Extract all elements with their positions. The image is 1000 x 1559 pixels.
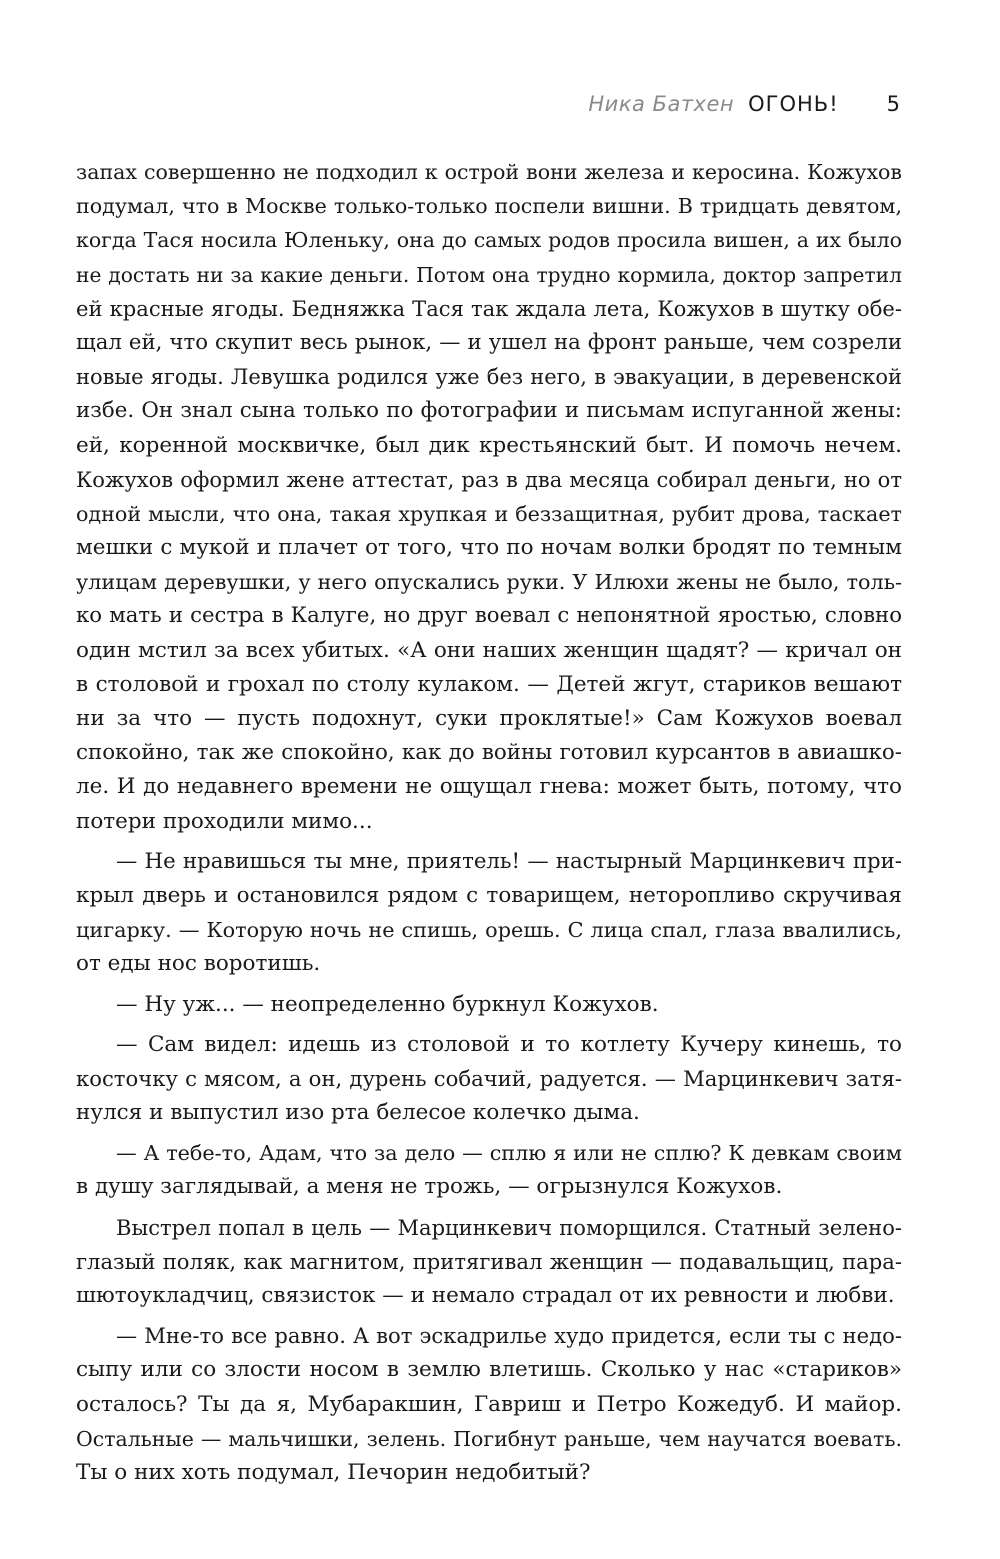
text-line: ни за что — пусть подохнут, суки проклятые!» Сам Кожухов воевал [76,706,902,731]
text-line: Кожухов оформил жене аттестат, раз в два месяца собирал деньги, но от [76,466,902,492]
text-line: — Сам видел: идешь из столовой и то котлету Кучеру кинешь, то [116,1031,902,1057]
text-line: не достать ни за какие деньги. Потом она трудно кормила, доктор запретил [76,262,902,287]
text-line: в душу заглядывай, а меня не трожь, — огрызнулся Кожухов. [76,1174,783,1200]
text-line: одной мысли, что она, такая хрупкая и беззащитная, рубит дрова, таскает [76,501,902,526]
text-line: шютоукладчиц, связисток — и немало страдал от их ревности и любви. [76,1283,895,1308]
page-number: 5 [886,92,900,116]
text-line: спокойно, так же спокойно, как до войны готовил курсантов в авиашко- [76,740,902,766]
text-line: — Ну уж... — неопределенно буркнул Кожухов. [116,991,659,1017]
text-line: от еды нос воротишь. [76,951,321,977]
text-line: мешки с мукой и плачет от того, что по ночам волки бродят по темным [76,535,902,561]
text-line: избе. Он знал сына только по фотографии и письмам испуганной жены: [76,398,902,424]
text-line: новые ягоды. Левушка родился уже без него, в эвакуации, в деревенской [76,365,902,390]
text-line: — Мне-то все равно. А вот эскадрилье худо придется, если ты с недо- [116,1323,902,1349]
text-line: в столовой и грохал по столу кулаком. — Детей жгут, стариков вешают [76,671,902,697]
text-line: цигарку. — Которую ночь не спишь, орешь. С лица спал, глаза ввалились, [76,918,902,943]
text-line: — Не нравишься ты мне, приятель! — настырный Марцинкевич при- [116,848,902,874]
text-line: подумал, что в Москве только-только поспели вишни. В тридцать девятом, [76,194,902,219]
text-line: щал ей, что скупит весь рынок, — и ушел на фронт раньше, чем созрели [76,329,902,355]
text-line: Выстрел попал в цель — Марцинкевич поморщился. Статный зелено- [116,1214,902,1240]
text-line: глазый поляк, как магнитом, притягивал женщин — подавальщиц, пара- [76,1248,902,1274]
text-line: Остальные — мальчишки, зелень. Погибнут раньше, чем научатся воевать. [76,1426,902,1451]
text-line: сыпу или со злости носом в землю влетишь. Сколько у нас «стариков» [76,1357,902,1383]
text-line: ко мать и сестра в Калуге, но друг воевал с непонятной яростью, словно [76,603,902,629]
text-line: запах совершенно не подходил к острой вони железа и керосина. Кожухов [76,160,902,184]
text-line: косточку с мясом, а он, дурень собачий, радуется. — Марцинкевич затя- [76,1065,902,1091]
text-line: — А тебе-то, Адам, что за дело — сплю я или не сплю? К девкам своим [116,1141,902,1166]
header-title: ОГОНЬ! [748,92,839,116]
text-line: один мстил за всех убитых. «А они наших женщин щадят? — кричал он [76,637,902,663]
text-line: нулся и выпустил изо рта белесое колечко дыма. [76,1100,640,1126]
text-line: крыл дверь и остановился рядом с товарищем, неторопливо скручивая [76,882,902,908]
text-line: улицам деревушки, у него опускались руки. У Илюхи жены не было, толь- [76,570,902,595]
text-line: Ты о них хоть подумал, Печорин недобитый? [76,1459,591,1485]
text-line: когда Тася носила Юленьку, она до самых родов просила вишен, а их было [76,228,902,253]
text-line: ей красные ягоды. Бедняжка Тася так ждала лета, Кожухов в шутку обе- [76,295,902,321]
body-text [76,155,902,1490]
header-author: Ника Батхен [588,92,735,116]
text-line: ей, коренной москвичке, был дик крестьянский быт. И помочь нечем. [76,432,902,458]
text-line: осталось? Ты да я, Мубаракшин, Гавриш и Петро Кожедуб. И майор. [76,1391,902,1417]
running-header [588,92,900,116]
text-line: ле. И до недавнего времени не ощущал гнева: может быть, потому, что [76,774,902,800]
text-line: потери проходили мимо... [76,808,373,834]
